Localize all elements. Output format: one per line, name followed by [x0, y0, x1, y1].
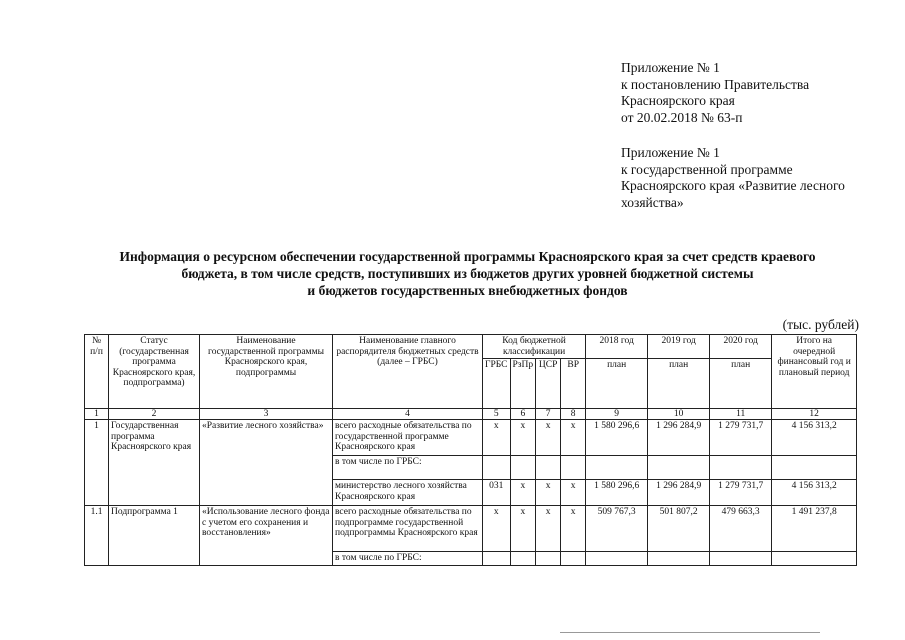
resource-table — [84, 334, 857, 566]
row-program-name: «Развитие лесного хозяйства» — [200, 420, 333, 506]
annex-line: Красноярского края — [621, 93, 735, 108]
column-number: 8 — [561, 409, 586, 420]
code-vr: x — [561, 480, 586, 506]
header-num: № п/п — [85, 335, 109, 409]
code-vr: x — [561, 506, 586, 552]
column-number: 10 — [648, 409, 710, 420]
header-status: Статус (государственная программа Красноярского края, подпрограмма) — [109, 335, 200, 409]
scan-artifact-line — [560, 632, 820, 633]
annex-line: к постановлению Правительства — [621, 76, 810, 92]
annex-line: от 20.02.2018 № 63-п — [621, 109, 743, 125]
value-2019: 501 807,2 — [648, 506, 710, 552]
column-number-row — [85, 409, 857, 420]
row-status: Подпрограмма 1 — [109, 506, 200, 566]
column-number: 2 — [109, 409, 200, 420]
row-num: 1.1 — [85, 506, 109, 566]
header-plan: план — [710, 359, 772, 409]
header-2019: 2019 год — [648, 335, 710, 359]
row-grbs: всего расходные обязательства по подпрограмме государственной подпрограммы Красноярского края — [333, 506, 483, 552]
table-row — [85, 506, 857, 552]
header-code-group: Код бюджетной классификации — [483, 335, 586, 359]
code-rzpr: x — [510, 506, 536, 552]
column-number: 3 — [200, 409, 333, 420]
code-csr: x — [536, 506, 561, 552]
value-total: 4 156 313,2 — [772, 480, 857, 506]
value-2020: 1 279 731,7 — [710, 480, 772, 506]
header-program-name: Наименование государственной программы Красноярского края, подпрограммы — [200, 335, 333, 409]
column-number: 1 — [85, 409, 109, 420]
code-rzpr: x — [510, 480, 536, 506]
column-number: 9 — [586, 409, 648, 420]
annex-line: к государственной программе — [621, 161, 793, 177]
document-title — [60, 248, 875, 299]
column-number: 5 — [483, 409, 511, 420]
column-number: 7 — [536, 409, 561, 420]
code-grbs: x — [483, 420, 511, 456]
value-2018: 1 580 296,6 — [586, 420, 648, 456]
column-number: 11 — [710, 409, 772, 420]
header-plan: план — [648, 359, 710, 409]
value-2019: 1 296 284,9 — [648, 420, 710, 456]
value-total: 4 156 313,2 — [772, 420, 857, 456]
annex-line: Приложение № 1 — [621, 60, 720, 75]
header-code-grbs: ГРБС — [483, 359, 511, 409]
annex-line: Приложение № 1 — [621, 145, 720, 160]
row-num: 1 — [85, 420, 109, 506]
code-csr: x — [536, 420, 561, 456]
header-code-rzpr: РзПр — [510, 359, 536, 409]
column-number: 12 — [772, 409, 857, 420]
header-row — [85, 335, 857, 359]
title-line: Информация о ресурсном обеспечении государственной программы Красноярского края за счет средств краевого — [119, 249, 816, 264]
title-line: и бюджетов государственных внебюджетных фондов — [307, 283, 628, 298]
value-2018: 1 580 296,6 — [586, 480, 648, 506]
header-total: Итого на очередной финансовый год и плановый период — [772, 335, 857, 409]
row-grbs: в том числе по ГРБС: — [333, 552, 483, 566]
value-2019: 1 296 284,9 — [648, 480, 710, 506]
code-vr: x — [561, 420, 586, 456]
header-plan: план — [586, 359, 648, 409]
header-code-vr: ВР — [561, 359, 586, 409]
column-number: 6 — [510, 409, 536, 420]
value-total: 1 491 237,8 — [772, 506, 857, 552]
code-grbs: x — [483, 506, 511, 552]
header-2018: 2018 год — [586, 335, 648, 359]
annex-line: Красноярского края «Развитие лесного — [621, 178, 845, 193]
annex-to-program — [621, 145, 845, 211]
header-2020: 2020 год — [710, 335, 772, 359]
row-grbs: министерство лесного хозяйства Красноярского края — [333, 480, 483, 506]
value-2020: 479 663,3 — [710, 506, 772, 552]
annex-to-resolution — [621, 60, 809, 126]
title-line: бюджета, в том числе средств, поступивших из бюджетов других уровней бюджетной системы — [181, 266, 754, 281]
table-row — [85, 420, 857, 456]
units-label: (тыс. рублей) — [782, 317, 859, 332]
column-number: 4 — [333, 409, 483, 420]
annex-line: хозяйства» — [621, 194, 684, 210]
header-code-csr: ЦСР — [536, 359, 561, 409]
code-grbs: 031 — [483, 480, 511, 506]
header-grbs: Наименование главного распорядителя бюджетных средств (далее – ГРБС) — [333, 335, 483, 409]
row-status: Государственная программа Красноярского края — [109, 420, 200, 506]
code-csr: x — [536, 480, 561, 506]
row-grbs: в том числе по ГРБС: — [333, 456, 483, 480]
row-grbs: всего расходные обязательства по государственной программе Красноярского края — [333, 420, 483, 456]
code-rzpr: x — [510, 420, 536, 456]
value-2020: 1 279 731,7 — [710, 420, 772, 456]
value-2018: 509 767,3 — [586, 506, 648, 552]
row-program-name: «Использование лесного фонда с учетом его сохранения и восстановления» — [200, 506, 333, 566]
